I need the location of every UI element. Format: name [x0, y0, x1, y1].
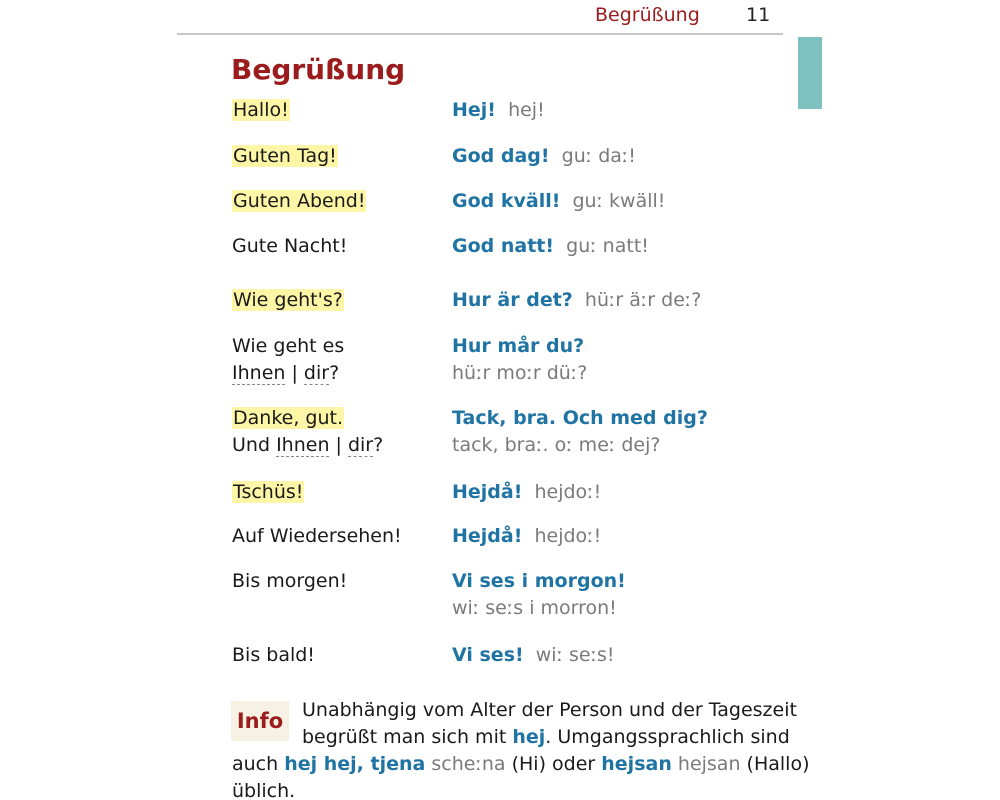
german-phrase — [232, 523, 402, 550]
info-pronunciation: scheːna — [425, 753, 506, 775]
pronunciation: hej! — [508, 99, 545, 121]
header-divider — [177, 33, 783, 35]
info-text: begrüßt man sich mit — [302, 726, 513, 748]
pronunciation: guː daː! — [561, 145, 636, 167]
german-text-end: ? — [373, 434, 384, 456]
swedish-phrase — [452, 405, 708, 459]
info-badge: Info — [231, 701, 289, 741]
swedish-text: Hej! — [452, 99, 496, 121]
swedish-phrase — [452, 642, 615, 669]
german-text: Bis bald! — [232, 644, 315, 666]
swedish-phrase — [452, 333, 587, 387]
formal-form: Ihnen — [232, 362, 286, 384]
informal-form: dir — [347, 434, 374, 456]
pronunciation: guː kwäll! — [572, 190, 666, 212]
swedish-text: Vi ses! — [452, 644, 524, 666]
swedish-phrase — [452, 233, 649, 260]
german-phrase — [232, 287, 344, 314]
pronunciation: wiː seːs i morron! — [452, 597, 617, 619]
running-head-title: Begrüßung — [595, 4, 700, 26]
info-swedish-word: hej hej, tjena — [284, 753, 426, 775]
german-text-line1: Danke, gut. — [233, 407, 344, 429]
german-phrase — [232, 405, 383, 459]
swedish-text: God dag! — [452, 145, 550, 167]
info-swedish-word: hej — [512, 726, 546, 748]
formal-form: Ihnen — [276, 434, 330, 456]
german-text: Auf Wiedersehen! — [232, 525, 402, 547]
german-text: Hallo! — [233, 99, 289, 121]
informal-form: dir — [303, 362, 330, 384]
info-text: (Hallo) — [740, 753, 810, 775]
german-phrase — [232, 97, 290, 124]
pronunciation: hejdoː! — [534, 525, 602, 547]
swedish-text: Hejdå! — [452, 481, 523, 503]
german-text: Guten Abend! — [233, 190, 366, 212]
pronunciation: guː natt! — [566, 235, 649, 257]
german-phrase — [232, 568, 347, 595]
form-separator: | — [285, 362, 304, 384]
german-phrase — [232, 642, 315, 669]
swedish-text: Hur är det? — [452, 289, 573, 311]
pronunciation: wiː seːs! — [535, 644, 615, 666]
info-paragraph — [232, 697, 810, 800]
german-text: Wie geht's? — [233, 289, 343, 311]
swedish-text: God kväll! — [452, 190, 561, 212]
german-text-prefix: Und — [232, 434, 277, 456]
german-phrase — [232, 333, 344, 387]
german-phrase — [232, 188, 366, 215]
swedish-phrase — [452, 523, 601, 550]
swedish-phrase — [452, 143, 636, 170]
swedish-phrase — [452, 287, 701, 314]
german-phrase — [232, 143, 338, 170]
chapter-tab-marker — [798, 37, 822, 109]
pronunciation: hüːr äːr deː? — [584, 289, 702, 311]
info-text: üblich. — [232, 780, 296, 800]
page-number: 11 — [746, 4, 771, 26]
german-text: Tschüs! — [233, 481, 304, 503]
info-line — [232, 697, 797, 724]
swedish-phrase — [452, 568, 626, 622]
info-line — [232, 778, 792, 800]
info-text: (Hi) oder — [505, 753, 602, 775]
info-line — [232, 751, 810, 778]
info-swedish-word: hejsan — [601, 753, 672, 775]
pronunciation: tack, braː. oː meː dej? — [452, 434, 661, 456]
german-text-line1: Wie geht es — [232, 335, 345, 357]
german-text: Gute Nacht! — [232, 235, 348, 257]
swedish-text: Hejdå! — [452, 525, 523, 547]
swedish-phrase — [452, 479, 601, 506]
swedish-text: God natt! — [452, 235, 555, 257]
form-separator: | — [329, 434, 348, 456]
german-phrase — [232, 233, 347, 260]
info-line — [232, 724, 792, 751]
german-text: Bis morgen! — [232, 570, 348, 592]
info-text: auch — [232, 753, 285, 775]
german-text: Guten Tag! — [233, 145, 337, 167]
pronunciation: hüːr moːr düː? — [452, 362, 588, 384]
section-title: Begrüßung — [231, 53, 406, 86]
info-text: . Umgangssprachlich sind — [545, 726, 790, 748]
swedish-text: Tack, bra. Och med dig? — [452, 407, 708, 429]
info-pronunciation: hejsan — [671, 753, 741, 775]
swedish-text: Vi ses i morgon! — [452, 570, 626, 592]
pronunciation: hejdoː! — [534, 481, 602, 503]
swedish-phrase — [452, 188, 665, 215]
swedish-text: Hur mår du? — [452, 335, 585, 357]
german-text-end: ? — [329, 362, 340, 384]
swedish-phrase — [452, 97, 545, 124]
info-text: Unabhängig vom Alter der Person und der Tageszeit — [302, 699, 797, 721]
german-phrase — [232, 479, 304, 506]
